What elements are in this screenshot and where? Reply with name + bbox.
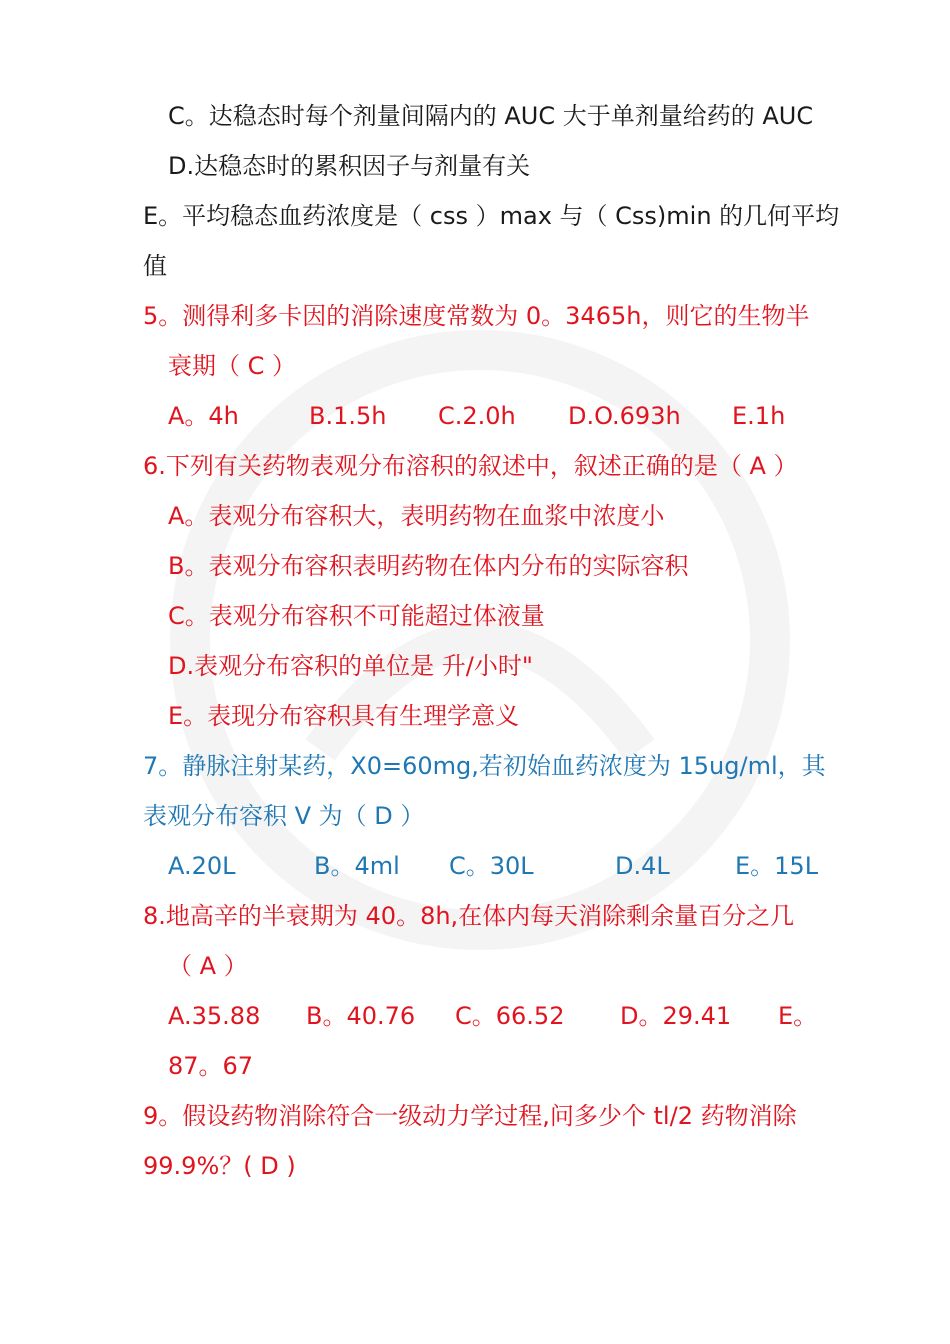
- question-6-text: 6.下列有关药物表观分布溶积的叙述中，叙述正确的是（ A ）: [143, 452, 798, 480]
- question-9-text: 9。假设药物消除符合一级动力学过程,问多少个 tl/2 药物消除: [143, 1102, 797, 1130]
- q8-option-e: E。: [778, 1002, 818, 1030]
- q5-option-e: E.1h: [732, 402, 786, 430]
- question-5-text: 5。测得利多卡因的消除速度常数为 0。3465h，则它的生物半: [143, 302, 810, 330]
- q6-option-e: E。表现分布容积具有生理学意义: [168, 702, 520, 730]
- q8-option-d: D。29.41: [620, 1002, 732, 1030]
- question-5-answer: 衰期（ C ）: [168, 352, 297, 380]
- q7-option-b: B。4ml: [314, 852, 400, 880]
- question-9-answer: 99.9%？( D ): [143, 1152, 296, 1180]
- q8-option-c: C。66.52: [455, 1002, 565, 1030]
- option-c-text: C。达稳态时每个剂量间隔内的 AUC 大于单剂量给药的 AUC: [168, 102, 814, 130]
- q5-option-a: A。4h: [168, 402, 239, 430]
- q8-option-a: A.35.88: [168, 1002, 261, 1030]
- q5-option-d: D.O.693h: [568, 402, 681, 430]
- q5-option-b: B.1.5h: [309, 402, 387, 430]
- q5-option-c: C.2.0h: [438, 402, 516, 430]
- q7-option-a: A.20L: [168, 852, 236, 880]
- option-d-text: D.达稳态时的累积因子与剂量有关: [168, 152, 531, 180]
- q8-option-e-value: 87。67: [168, 1052, 254, 1080]
- q6-option-c: C。表观分布容积不可能超过体液量: [168, 602, 545, 630]
- question-7-answer: 表观分布容积 V 为（ D ）: [143, 802, 425, 830]
- question-8-text: 8.地高辛的半衰期为 40。8h,在体内每天消除剩余量百分之几: [143, 902, 795, 930]
- option-e-text: E。平均稳态血药浓度是（ css ）max 与（ Css)min 的几何平均: [143, 202, 840, 230]
- q7-option-d: D.4L: [615, 852, 670, 880]
- question-8-answer: （ A ）: [168, 952, 248, 980]
- q7-option-e: E。15L: [735, 852, 819, 880]
- option-e-continued: 值: [143, 252, 167, 280]
- q6-option-b: B。表观分布容积表明药物在体内分布的实际容积: [168, 552, 689, 580]
- q7-option-c: C。30L: [449, 852, 534, 880]
- q6-option-a: A。表观分布容积大，表明药物在血浆中浓度小: [168, 502, 665, 530]
- q6-option-d: D.表观分布容积的单位是 升/小时": [168, 652, 533, 680]
- q8-option-b: B。40.76: [306, 1002, 416, 1030]
- question-7-text: 7。静脉注射某药，X0=60mg,若初始血药浓度为 15ug/ml，其: [143, 752, 826, 780]
